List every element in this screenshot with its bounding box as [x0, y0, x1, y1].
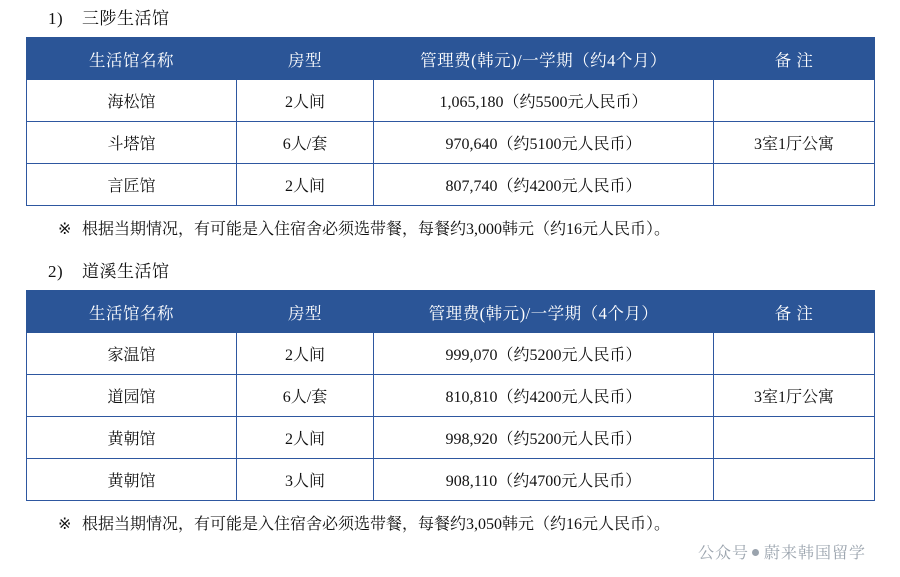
cell-name: 海松馆 [27, 80, 237, 122]
section-heading-1 [26, 0, 874, 37]
table-row [27, 417, 875, 459]
dormitory-table-2 [26, 290, 875, 501]
cell-remark: 3室1厅公寓 [714, 122, 875, 164]
cell-roomtype: 6人/套 [237, 122, 374, 164]
cell-remark [714, 80, 875, 122]
cell-name: 言匠馆 [27, 164, 237, 206]
cell-name: 斗塔馆 [27, 122, 237, 164]
section-heading-2 [26, 253, 874, 290]
section-title-2: 道溪生活馆 [82, 262, 170, 281]
section-note-2 [26, 501, 874, 542]
cell-remark [714, 164, 875, 206]
cell-fee: 1,065,180（约5500元人民币） [374, 80, 714, 122]
column-header-remark: 备 注 [714, 291, 875, 333]
note-mark-icon: ※ [58, 221, 72, 238]
cell-fee: 908,110（约4700元人民币） [374, 459, 714, 501]
note-mark-icon: ※ [58, 516, 72, 533]
dot-icon [752, 549, 759, 556]
section-title-1: 三陟生活馆 [82, 9, 170, 28]
cell-remark [714, 417, 875, 459]
cell-roomtype: 2人间 [237, 164, 374, 206]
column-header-remark: 备 注 [714, 38, 875, 80]
section-index-1: 1) [48, 9, 64, 28]
cell-name: 家温馆 [27, 333, 237, 375]
table-row [27, 375, 875, 417]
column-header-name: 生活馆名称 [27, 38, 237, 80]
cell-remark [714, 459, 875, 501]
table-row [27, 80, 875, 122]
table-row [27, 164, 875, 206]
note-text: 根据当期情况，有可能是入住宿舍必须选带餐，每餐约3,000韩元（约16元人民币）。 [82, 221, 671, 238]
cell-remark [714, 333, 875, 375]
dormitory-table-1 [26, 37, 875, 206]
cell-remark: 3室1厅公寓 [714, 375, 875, 417]
cell-fee: 998,920（约5200元人民币） [374, 417, 714, 459]
section-index-2: 2) [48, 262, 64, 281]
cell-fee: 970,640（约5100元人民币） [374, 122, 714, 164]
cell-roomtype: 2人间 [237, 417, 374, 459]
table-row [27, 333, 875, 375]
column-header-roomtype: 房型 [237, 291, 374, 333]
cell-roomtype: 6人/套 [237, 375, 374, 417]
table-row [27, 459, 875, 501]
column-header-name: 生活馆名称 [27, 291, 237, 333]
section-note-1 [26, 206, 874, 247]
column-header-roomtype: 房型 [237, 38, 374, 80]
cell-roomtype: 2人间 [237, 80, 374, 122]
note-text: 根据当期情况，有可能是入住宿舍必须选带餐，每餐约3,050韩元（约16元人民币）。 [82, 516, 671, 533]
watermark-name: 蔚来韩国留学 [763, 545, 866, 562]
table-row [27, 122, 875, 164]
column-header-fee: 管理费(韩元)/一学期（4个月） [374, 291, 714, 333]
cell-name: 黄朝馆 [27, 459, 237, 501]
cell-fee: 810,810（约4200元人民币） [374, 375, 714, 417]
column-header-fee: 管理费(韩元)/一学期（约4个月） [374, 38, 714, 80]
cell-name: 道园馆 [27, 375, 237, 417]
cell-fee: 999,070（约5200元人民币） [374, 333, 714, 375]
cell-name: 黄朝馆 [27, 417, 237, 459]
cell-fee: 807,740（约4200元人民币） [374, 164, 714, 206]
watermark-prefix: 公众号 [697, 545, 749, 562]
table-header-row [27, 291, 875, 333]
cell-roomtype: 2人间 [237, 333, 374, 375]
cell-roomtype: 3人间 [237, 459, 374, 501]
watermark [698, 540, 866, 563]
table-header-row [27, 38, 875, 80]
